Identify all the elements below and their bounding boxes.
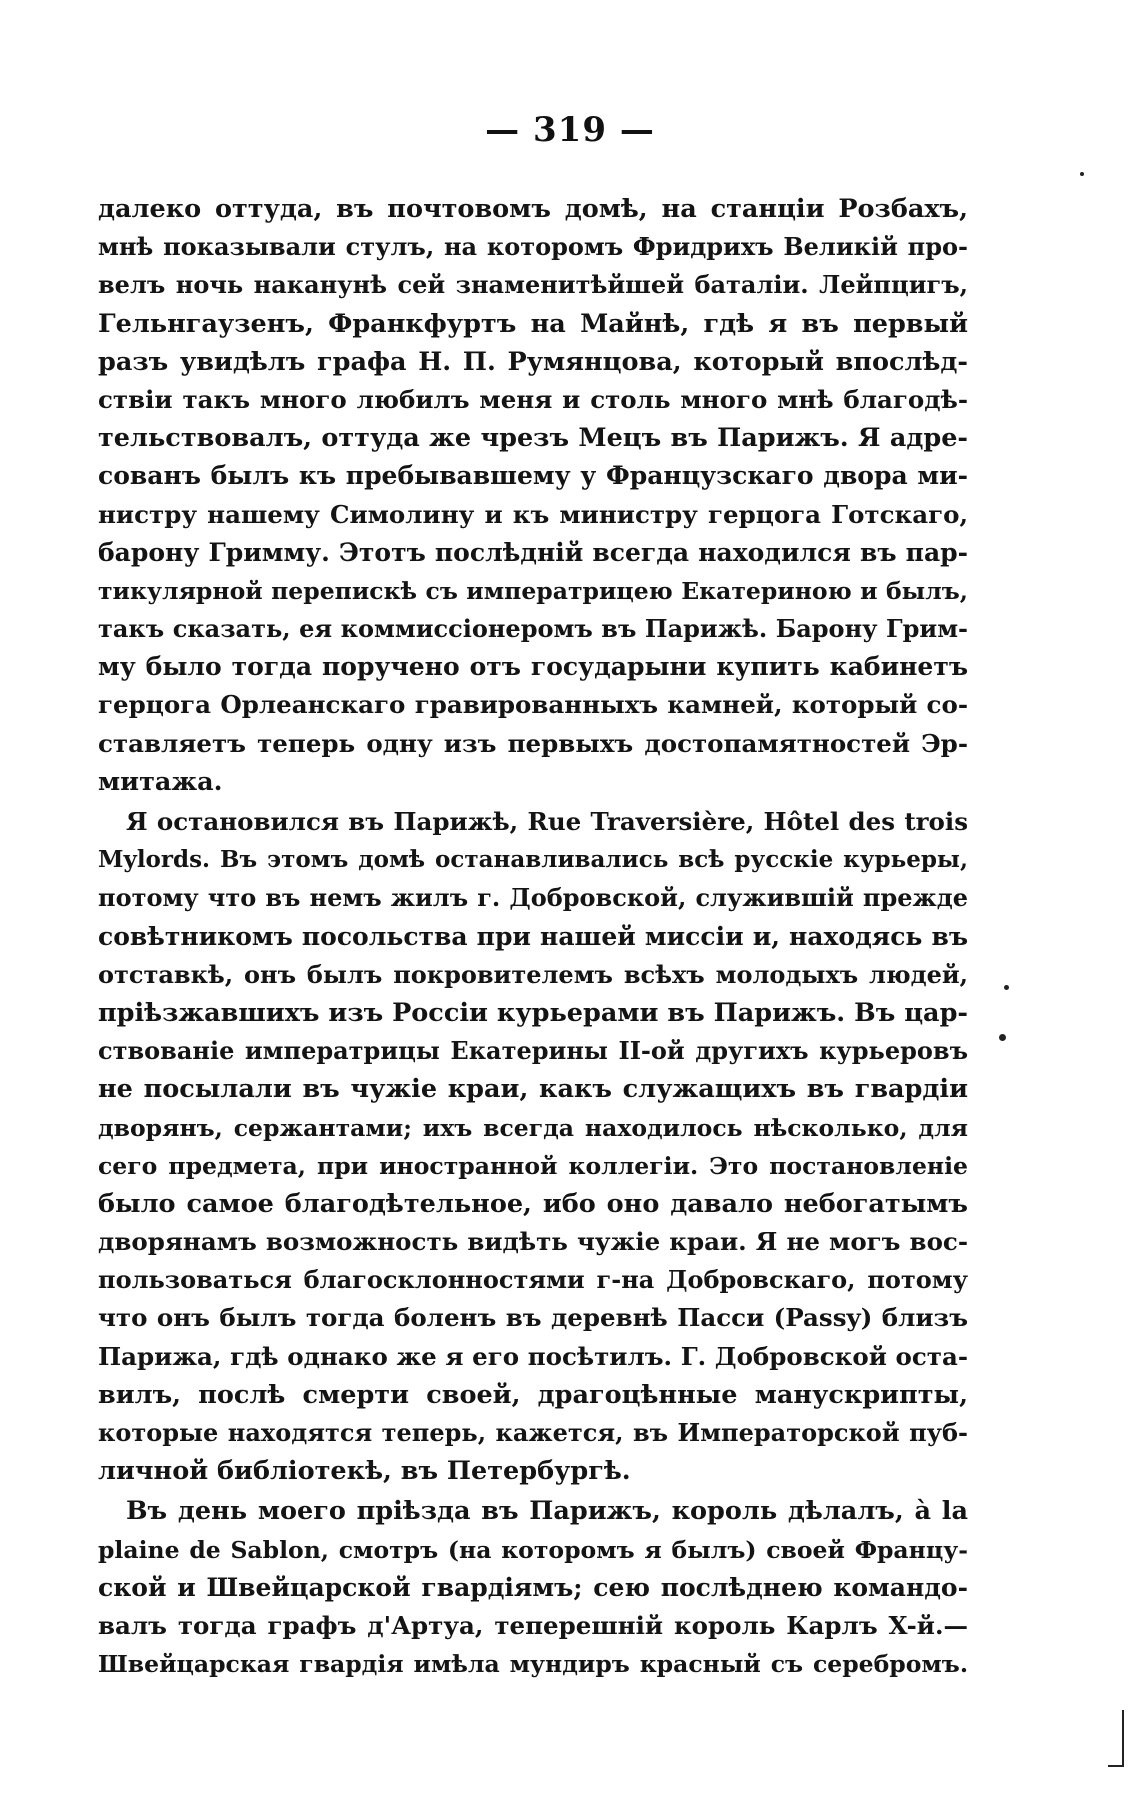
text-line: пользоваться благосклонностями г-на Добровскаго, потому [98, 1265, 968, 1295]
text-line: совѣтникомъ посольства при нашей миссіи и, находясь въ [98, 921, 968, 951]
text-line: дворянамъ возможность видѣть чужіе краи. Я не могъ вос- [98, 1227, 968, 1257]
text-line: Mylords. Въ этомъ домѣ останавливались всѣ русскіе курьеры, [98, 846, 968, 874]
text-line: ствованіе императрицы Екатерины II-ой другихъ курьеровъ [98, 1036, 968, 1066]
text-line: Въ день моего пріѣзда въ Парижъ, король дѣлалъ, à la [126, 1496, 968, 1527]
text-line: что онъ былъ тогда боленъ въ деревнѣ Пасси (Passy) близъ [98, 1303, 968, 1333]
text-line: которые находятся теперь, кажется, въ Императорской пуб- [98, 1418, 968, 1447]
text-line: мнѣ показывали стулъ, на которомъ Фридрихъ Великій про- [98, 232, 968, 262]
text-line: сованъ былъ къ пребывавшему у Французскаго двора ми- [98, 461, 968, 491]
text-line: Парижа, гдѣ однако же я его посѣтилъ. Г. Добровской оста- [98, 1341, 968, 1371]
text-line: личной библіотекѣ, въ Петербургѣ. [98, 1456, 631, 1487]
text-line: plaine de Sablon, смотръ (на которомъ я былъ) своей Францу- [98, 1535, 968, 1564]
text-line: разъ увидѣлъ графа Н. П. Румянцова, который впослѣд- [98, 346, 968, 377]
page-number: — 319 — [485, 110, 655, 150]
text-line: потому что въ немъ жилъ г. Добровской, служившій прежде [98, 883, 968, 913]
text-line: не посылали въ чужіе краи, какъ служащихъ въ гвардіи [98, 1074, 968, 1105]
text-line: Гельнгаузенъ, Франкфуртъ на Майнѣ, гдѣ я въ первый [98, 308, 968, 339]
body-text [98, 190, 968, 1683]
text-line: такъ сказать, ея коммиссіонеромъ въ Парижѣ. Барону Грим- [98, 614, 968, 644]
text-line: далеко оттуда, въ почтовомъ домѣ, на станціи Розбахъ, [98, 194, 968, 224]
text-line: дворянъ, сержантами; ихъ всегда находилось нѣсколько, для [98, 1113, 968, 1142]
text-line: пріѣзжавшихъ изъ Россіи курьерами въ Парижъ. Въ цар- [98, 997, 968, 1028]
text-line: му было тогда поручено отъ государыни купить кабинетъ [98, 652, 968, 682]
text-line: Я остановился въ Парижѣ, Rue Traversière, Hôtel des trois [126, 807, 968, 836]
text-line: сего предмета, при иностранной коллегіи. Это постановленіе [98, 1151, 968, 1180]
text-line: валъ тогда графъ д'Артуа, теперешній король Карлъ X-й.— [98, 1610, 968, 1640]
text-line: Швейцарская гвардія имѣла мундиръ красный съ серебромъ. [98, 1650, 968, 1679]
text-line: барону Гримму. Этотъ послѣдній всегда находился въ пар- [98, 537, 968, 567]
text-line: тикулярной перепискѣ съ императрицею Екатериною и былъ, [98, 576, 968, 605]
print-speck [1080, 172, 1084, 176]
text-line: было самое благодѣтельное, ибо оно давало небогатымъ [98, 1188, 968, 1219]
text-line: герцога Орлеанскаго гравированныхъ камней, который со- [98, 690, 968, 720]
text-line: ставляетъ теперь одну изъ первыхъ достопамятностей Эр- [98, 728, 968, 758]
text-line: тельствовалъ, оттуда же чрезъ Мецъ въ Парижъ. Я адре- [98, 423, 968, 454]
text-line: нистру нашему Симолину и къ министру герцога Готскаго, [98, 499, 968, 529]
print-speck [999, 1034, 1006, 1041]
text-line: ствіи такъ много любилъ меня и столь много мнѣ благодѣ- [98, 384, 968, 414]
text-line: вилъ, послѣ смерти своей, драгоцѣнные манускрипты, [98, 1379, 968, 1410]
page-corner-mark [1108, 1710, 1124, 1767]
text-line: отставкѣ, онъ былъ покровителемъ всѣхъ молодыхъ людей, [98, 959, 968, 989]
text-line: велъ ночь наканунѣ сей знаменитѣйшей баталіи. Лейпцигъ, [98, 270, 968, 300]
text-line: ской и Швейцарской гвардіямъ; сею послѣднею командо- [98, 1572, 968, 1602]
print-speck [1004, 985, 1009, 990]
text-line: митажа. [98, 766, 223, 797]
